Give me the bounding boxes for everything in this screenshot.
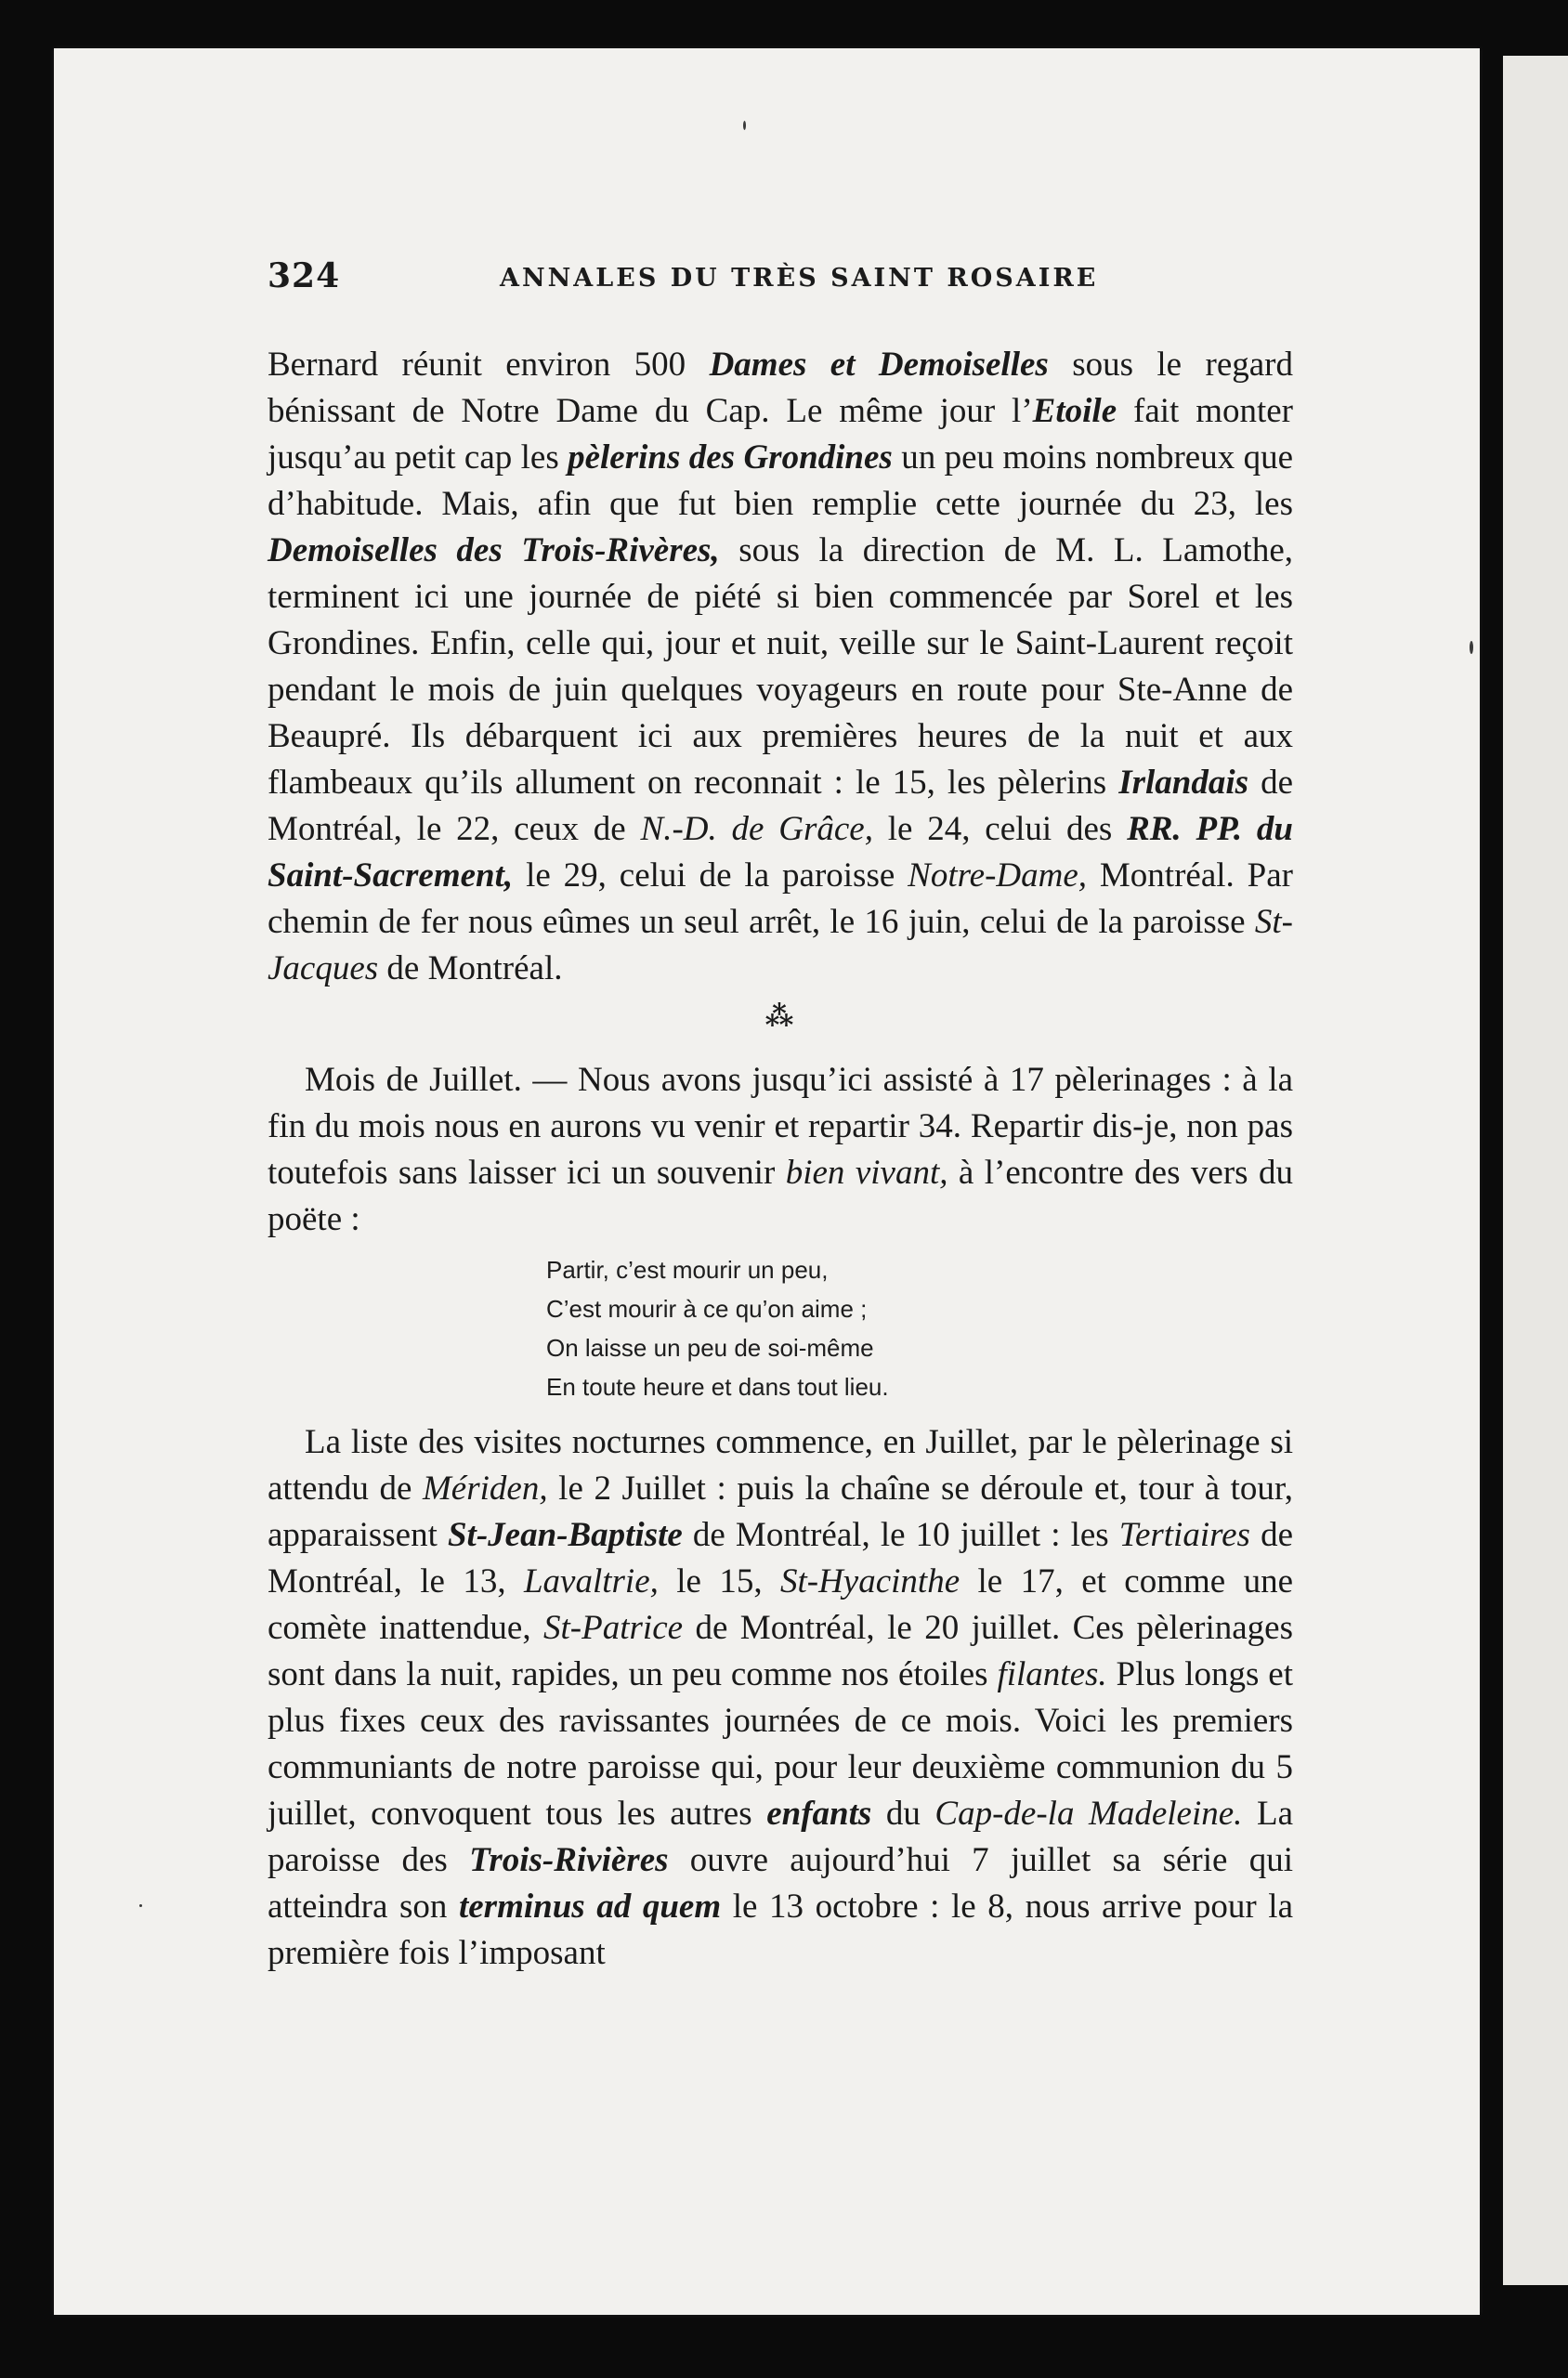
italic-run: RR. PP. du Saint-Sacrement, bbox=[268, 810, 1294, 895]
text-run: le 29, celui de la paroisse bbox=[513, 856, 908, 895]
italic-run: Notre-Dame, bbox=[908, 856, 1087, 895]
text-run: de Montréal, le 13, bbox=[268, 1516, 1293, 1601]
text-run: un peu moins nombreux que d’habitude. Mais, afin que fut bien remplie cette journée du 23, les bbox=[268, 438, 1293, 523]
text-run: le 17, et comme une comète inattendue, bbox=[268, 1562, 1294, 1647]
paragraph-june-pilgrimages bbox=[268, 342, 1293, 992]
italic-run: terminus ad quem bbox=[458, 1888, 722, 1926]
page-body bbox=[268, 342, 1293, 1977]
text-run: Bernard réunit environ 500 bbox=[268, 346, 710, 384]
scan-speck bbox=[1470, 641, 1473, 654]
text-run: du bbox=[871, 1795, 935, 1833]
italic-run: pèlerins des Grondines bbox=[568, 438, 893, 477]
text-run: Plus longs et plus fixes ceux des ravissantes journées de ce mois. Voici les premiers communiants de notre paroisse qui, pour leur deuxième communion du 5 juillet, convoquent tous les autres bbox=[268, 1655, 1294, 1833]
italic-run: St-Jacques bbox=[268, 903, 1293, 987]
text-run: de Montréal, le 10 juillet : les bbox=[682, 1516, 1119, 1554]
verse-line: C’est mourir à ce qu’on aime ; bbox=[546, 1295, 868, 1323]
section-ornament: ⁂ bbox=[764, 1000, 796, 1033]
page-header bbox=[268, 253, 1293, 308]
text-run: de Montréal. bbox=[378, 949, 563, 987]
italic-run: Trois-Rivières bbox=[469, 1841, 669, 1879]
scan-speck bbox=[743, 121, 746, 130]
text-run: Mois de Juillet. — Nous avons jusqu’ici assisté à 17 pèlerinages : à la fin du mois nous en aurons vu venir et repartir 34. Repartir dis-je, non pas toutefois sans laisser ici un souvenir bbox=[268, 1061, 1293, 1192]
paragraph-july-intro bbox=[268, 1057, 1293, 1243]
scan-speck bbox=[139, 1904, 142, 1907]
italic-run: Etoile bbox=[1032, 392, 1117, 430]
italic-run: enfants bbox=[766, 1795, 872, 1833]
page-number: 324 bbox=[268, 256, 341, 295]
italic-run: filantes. bbox=[997, 1655, 1107, 1693]
adjacent-page-edge bbox=[1503, 56, 1568, 2285]
verse-line: En toute heure et dans tout lieu. bbox=[546, 1373, 889, 1401]
paragraph-july-visits bbox=[268, 1419, 1293, 1977]
text-run: Montréal. Par chemin de fer nous eûmes un seul arrêt, le 16 juin, celui de la paroisse bbox=[268, 856, 1293, 941]
text-run: ouvre aujourd’hui 7 juillet sa série qui atteindra son bbox=[268, 1841, 1293, 1926]
text-run: La liste des visites nocturnes commence, en Juillet, par le pèlerinage si attendu de bbox=[268, 1423, 1293, 1508]
italic-run: Lavaltrie, bbox=[523, 1562, 659, 1601]
text-run: sous le regard bénissant de Notre Dame du Cap. Le même jour l’ bbox=[268, 346, 1293, 430]
italic-run: bien vivant, bbox=[785, 1154, 948, 1192]
verse-line: Partir, c’est mourir un peu, bbox=[546, 1256, 829, 1284]
text-run: le 2 Juillet : puis la chaîne se déroule et, tour à tour, apparaissent bbox=[268, 1470, 1294, 1554]
running-title: ANNALES DU TRÈS SAINT ROSAIRE bbox=[500, 264, 1099, 293]
italic-run: Tertiaires bbox=[1118, 1516, 1250, 1554]
text-run: le 13 octobre : le 8, nous arrive pour la première fois l’imposant bbox=[268, 1888, 1293, 1972]
verse-quotation bbox=[546, 1250, 1293, 1406]
verse-line: On laisse un peu de soi-même bbox=[546, 1334, 874, 1362]
text-run: sous la direction de M. L. Lamothe, terminent ici une journée de piété si bien commencée par Sorel et les Grondines. Enfin, celle qui, jour et nuit, veille sur le Saint-Laurent reçoit pendant le mois de juin quelques voyageurs en route pour Ste-Anne de Beaupré. Ils débarquent ici aux premières heures de la nuit et aux flambeaux qu’ils allument on reconnait : le 15, les pèlerins bbox=[268, 531, 1293, 802]
italic-run: St-Hyacinthe bbox=[779, 1562, 960, 1601]
italic-run: Dames et Demoiselles bbox=[709, 346, 1049, 384]
italic-run: Demoiselles des Trois-Rivères, bbox=[268, 531, 720, 569]
italic-run: Irlandais bbox=[1118, 764, 1249, 802]
italic-run: Cap-de-la Madeleine. bbox=[934, 1795, 1243, 1833]
italic-run: St-Jean-Baptiste bbox=[447, 1516, 683, 1554]
italic-run: N.-D. de Grâce, bbox=[640, 810, 873, 848]
italic-run: Mériden, bbox=[422, 1470, 548, 1508]
text-run: La paroisse des bbox=[268, 1795, 1294, 1879]
text-run: fait monter jusqu’au petit cap les bbox=[268, 392, 1294, 477]
text-run: de Montréal, le 20 juillet. Ces pèlerinages sont dans la nuit, rapides, un peu comme nos étoiles bbox=[268, 1609, 1294, 1693]
italic-run: St-Patrice bbox=[543, 1609, 684, 1647]
text-run: le 15, bbox=[658, 1562, 780, 1601]
text-run: à l’encontre des vers du poëte : bbox=[268, 1154, 1293, 1238]
text-run: de Montréal, le 22, ceux de bbox=[268, 764, 1293, 848]
text-run: le 24, celui des bbox=[872, 810, 1128, 848]
